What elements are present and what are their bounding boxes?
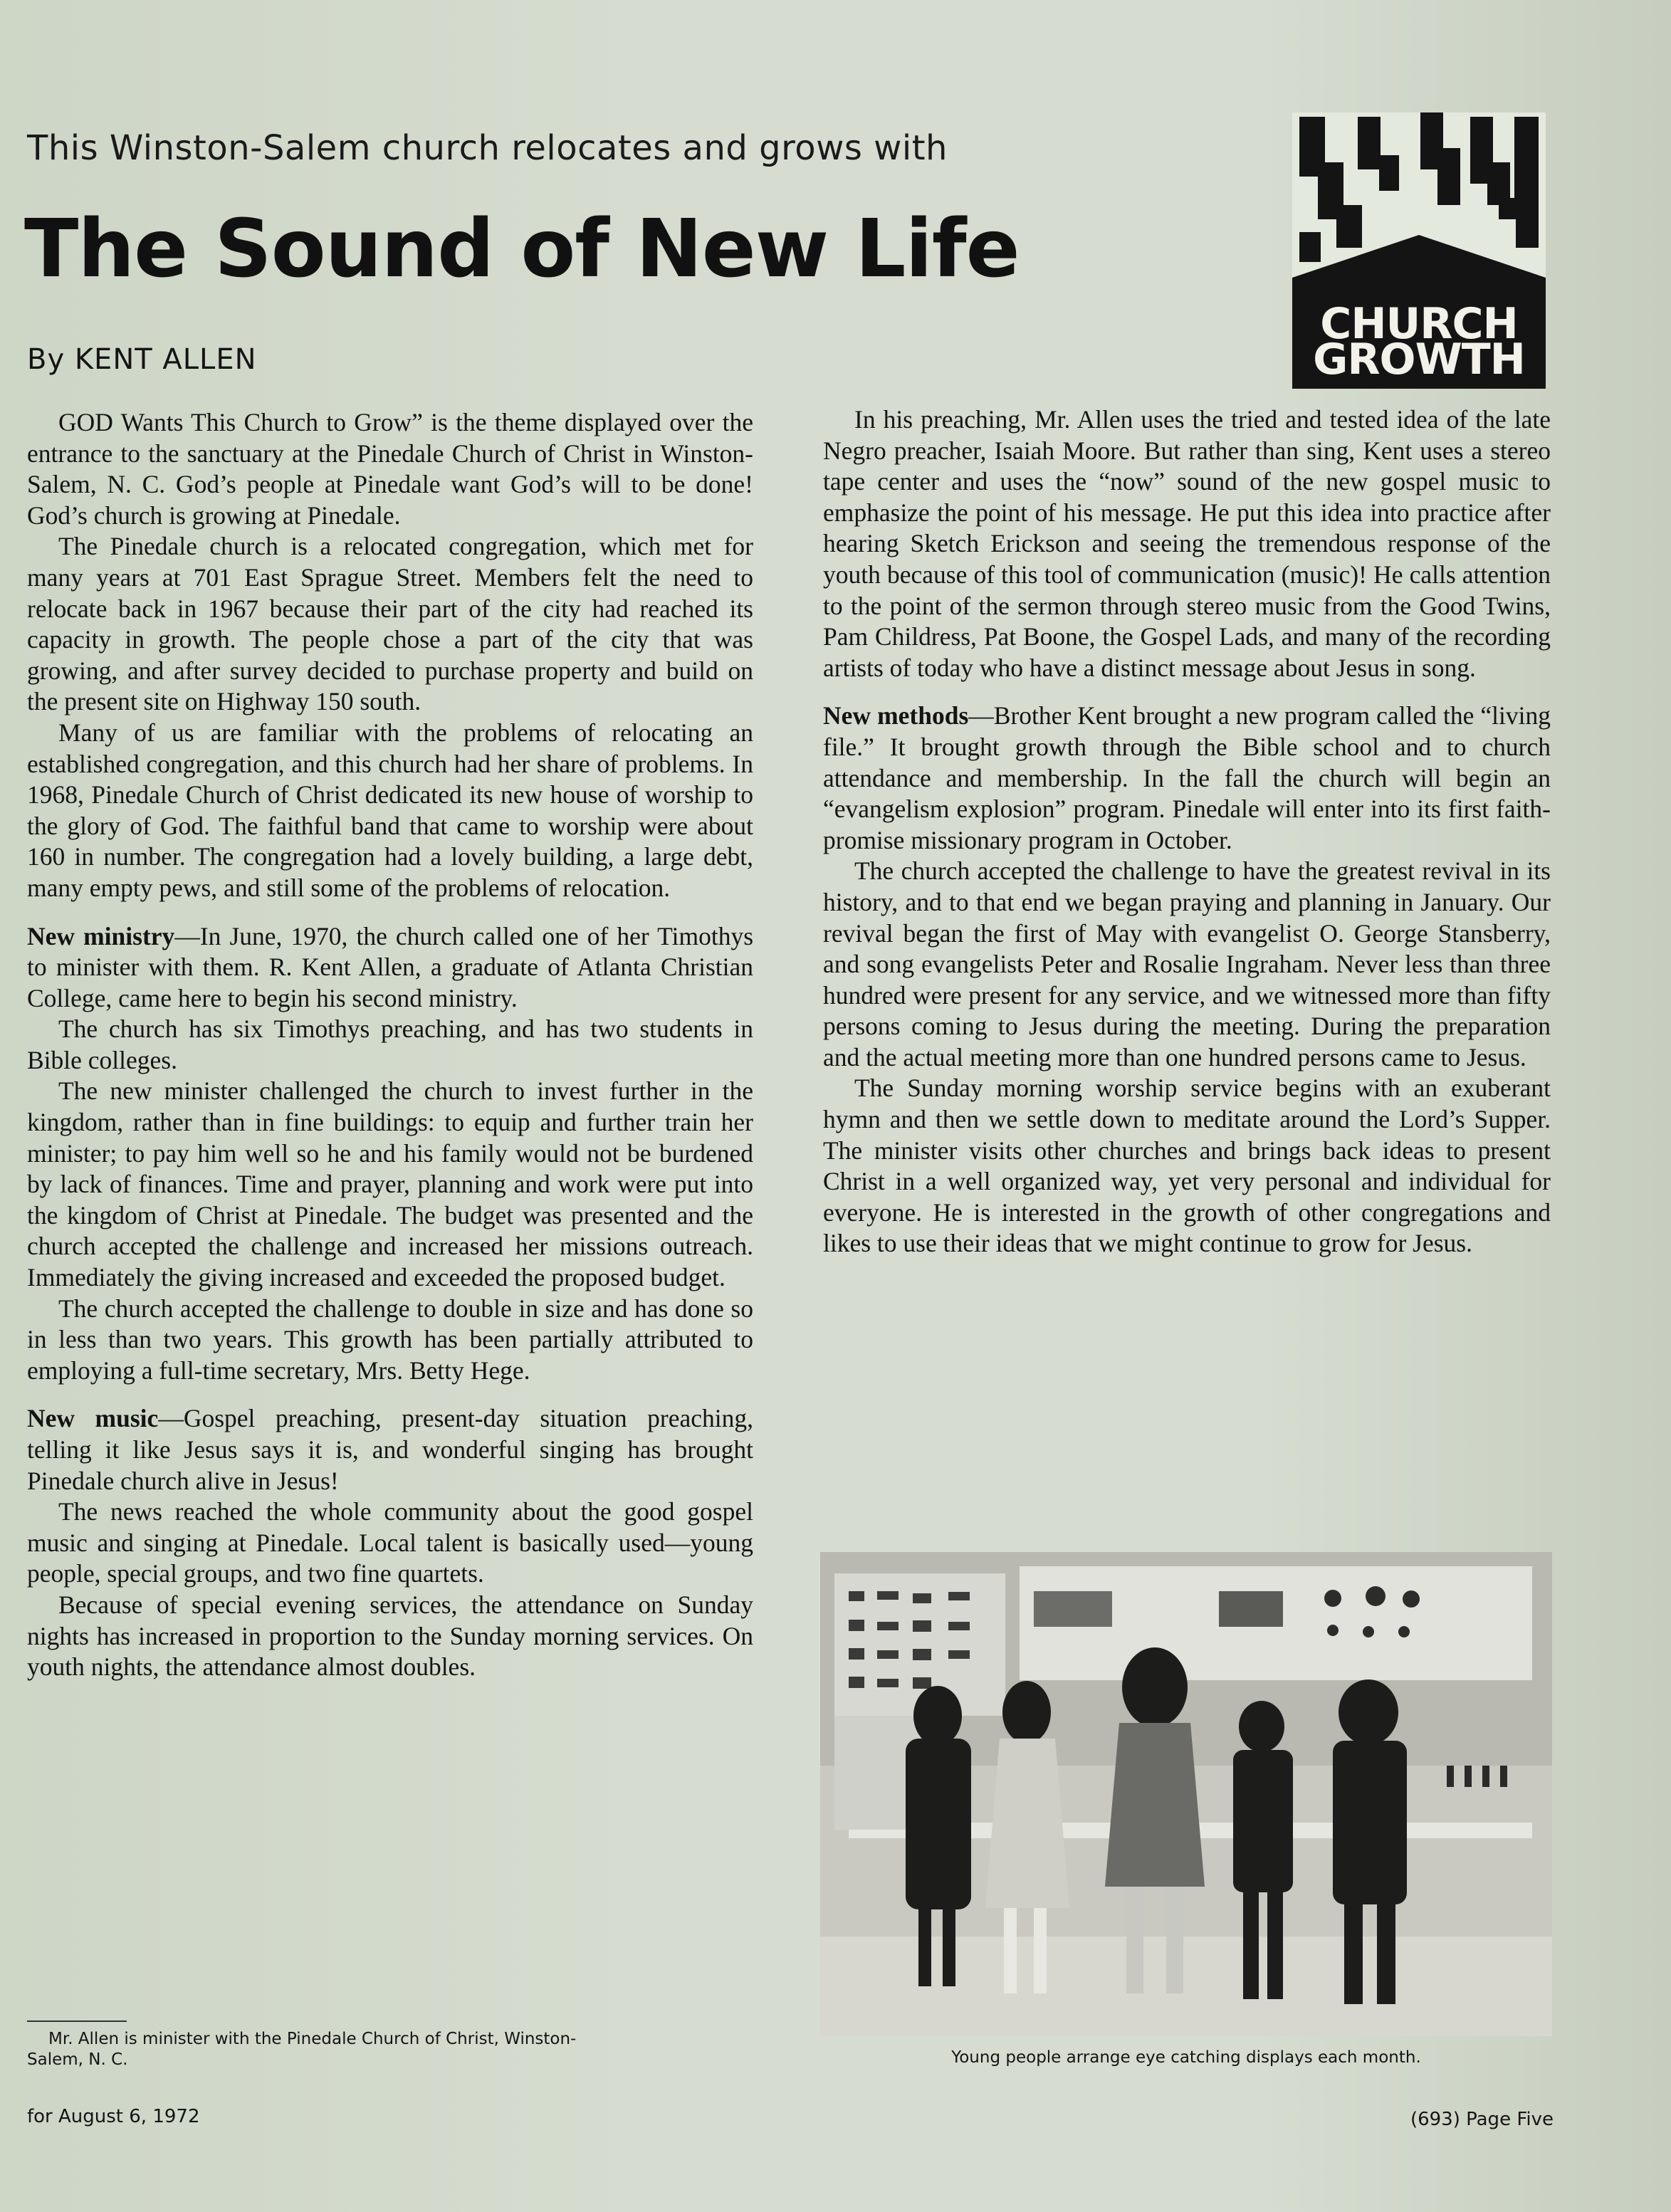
article-column-left: [27, 407, 753, 1683]
paragraph: The Sunday morning worship service begins with an exuberant hymn and then we settle down to meditate around the Lord’s Supper. The minister visits other churches and brings back ideas to present Christ in a well organized way, yet very personal and individual for everyone. He is interested in the growth of other congregations and likes to use their ideas that we might continue to grow for Jesus.: [823, 1074, 1551, 1258]
subhead: New music: [27, 1404, 159, 1433]
paragraph: Many of us are familiar with the problems of relocating an established congregation, and this church had her share of problems. In 1968, Pinedale Church of Christ dedicated its new house of worship to the glory of God. The faithful band that came to worship were about 160 in number. The congregation had a lovely building, a large debt, many empty pews, and still some of the problems of relocation.: [27, 718, 753, 902]
article-headline: The Sound of New Life: [24, 203, 1020, 295]
section-text: —Brother Kent brought a new program called the “living file.” It brought growth through the Bible school and to church attendance and membership. In the fall the church will begin an “evangelism explosion” program. Pinedale will enter into its first faith-promise missionary program in October.: [823, 701, 1551, 854]
subhead: New methods: [823, 701, 969, 730]
paragraph: The church has six Timothys preaching, and has two students in Bible colleges.: [27, 1015, 753, 1074]
photo-image: [820, 1552, 1552, 2036]
section-new-methods: [823, 701, 1551, 856]
paragraph: In his preaching, Mr. Allen uses the tried and tested idea of the late Negro preacher, Isaiah Moore. But rather than sing, Kent uses a stereo tape center and uses the “now” sound of the new gospel music to emphasize the point of his message. He put this idea into practice after hearing Sketch Erickson and seeing the tremendous response of the youth because of this tool of communication (music)! He calls attention to the point of the sermon through stereo music from the Good Twins, Pam Childress, Pat Boone, the Gospel Lads, and many of the recording artists of today who have a distinct message about Jesus in song.: [823, 405, 1551, 682]
article-column-right: [823, 404, 1551, 1259]
section-new-ministry: [27, 921, 753, 1015]
paragraph: Because of special evening services, the attendance on Sunday nights has increased in proportion to the Sunday morning services. On youth nights, the attendance almost doubles.: [27, 1590, 753, 1682]
footnote-line: Salem, N. C.: [27, 2050, 128, 2069]
paragraph: The news reached the whole community about the good gospel music and singing at Pinedale. Local talent is basically used—young people, special groups, and two fine quartets.: [27, 1497, 753, 1588]
section-new-music: [27, 1403, 753, 1496]
byline: By KENT ALLEN: [27, 343, 257, 376]
subhead: New ministry: [27, 921, 175, 950]
youth-display-photo: [820, 1552, 1552, 2036]
paragraph: The Pinedale church is a relocated congregation, which met for many years at 701 East Sprague Street. Members felt the need to relocate back in 1967 because their part of the city had reached its capacity in growth. The people chose a part of the city that was growing, and after survey decided to purchase property and build on the present site on Highway 150 south.: [27, 532, 753, 716]
paragraph: The church accepted the challenge to double in size and has done so in less than two years. This growth has been partially attributed to employing a full-time secretary, Mrs. Betty Hege.: [27, 1294, 753, 1385]
logo-word-church: CHURCH: [1320, 299, 1518, 349]
logo-word-growth: GROWTH: [1313, 335, 1525, 384]
photo-caption: Young people arrange eye catching displays each month.: [951, 2048, 1421, 2067]
section-text: —Gospel preaching, present-day situation preaching, telling it like Jesus says it is, and wonderful singing has brought Pinedale church alive in Jesus!: [27, 1404, 753, 1495]
paragraph: The new minister challenged the church to invest further in the kingdom, rather than in fine buildings: to equip and further train her minister; to pay him well so he and his family would not be burdened by lack of finances. Time and prayer, planning and work were put into the kingdom of Christ at Pinedale. The budget was presented and the church accepted the challenge and increased her missions outreach. Immediately the giving increased and exceeded the proposed budget.: [27, 1076, 753, 1292]
section-text: —In June, 1970, the church called one of her Timothys to minister with them. R. Kent Allen, a graduate of Atlanta Christian College, came here to begin his second ministry.: [27, 921, 754, 1012]
kicker-line: This Winston-Salem church relocates and grows with: [27, 128, 948, 168]
paragraph: GOD Wants This Church to Grow” is the theme displayed over the entrance to the sanctuary at the Pinedale Church of Christ in Winston-Salem, N. C. God’s people at Pinedale want God’s will to be done! God’s church is growing at Pinedale.: [27, 408, 753, 530]
author-footnote: [27, 2029, 753, 2070]
footnote-rule: [27, 2020, 127, 2022]
page-number: (693) Page Five: [1410, 2109, 1554, 2130]
paragraph: The church accepted the challenge to have the greatest revival in its history, and to that end we began praying and planning in January. Our revival began the first of May with evangelist O. George Stansberry, and song evangelists Peter and Rosalie Ingraham. Never less than three hundred were present for any service, and we witnessed more than fifty persons coming to Jesus during the meeting. During the preparation and the actual meeting more than one hundred persons came to Jesus.: [823, 856, 1551, 1071]
issue-date: for August 6, 1972: [27, 2106, 200, 2127]
church-growth-logo: [1292, 112, 1546, 389]
footnote-line: Mr. Allen is minister with the Pinedale Church of Christ, Winston-: [48, 2030, 577, 2048]
